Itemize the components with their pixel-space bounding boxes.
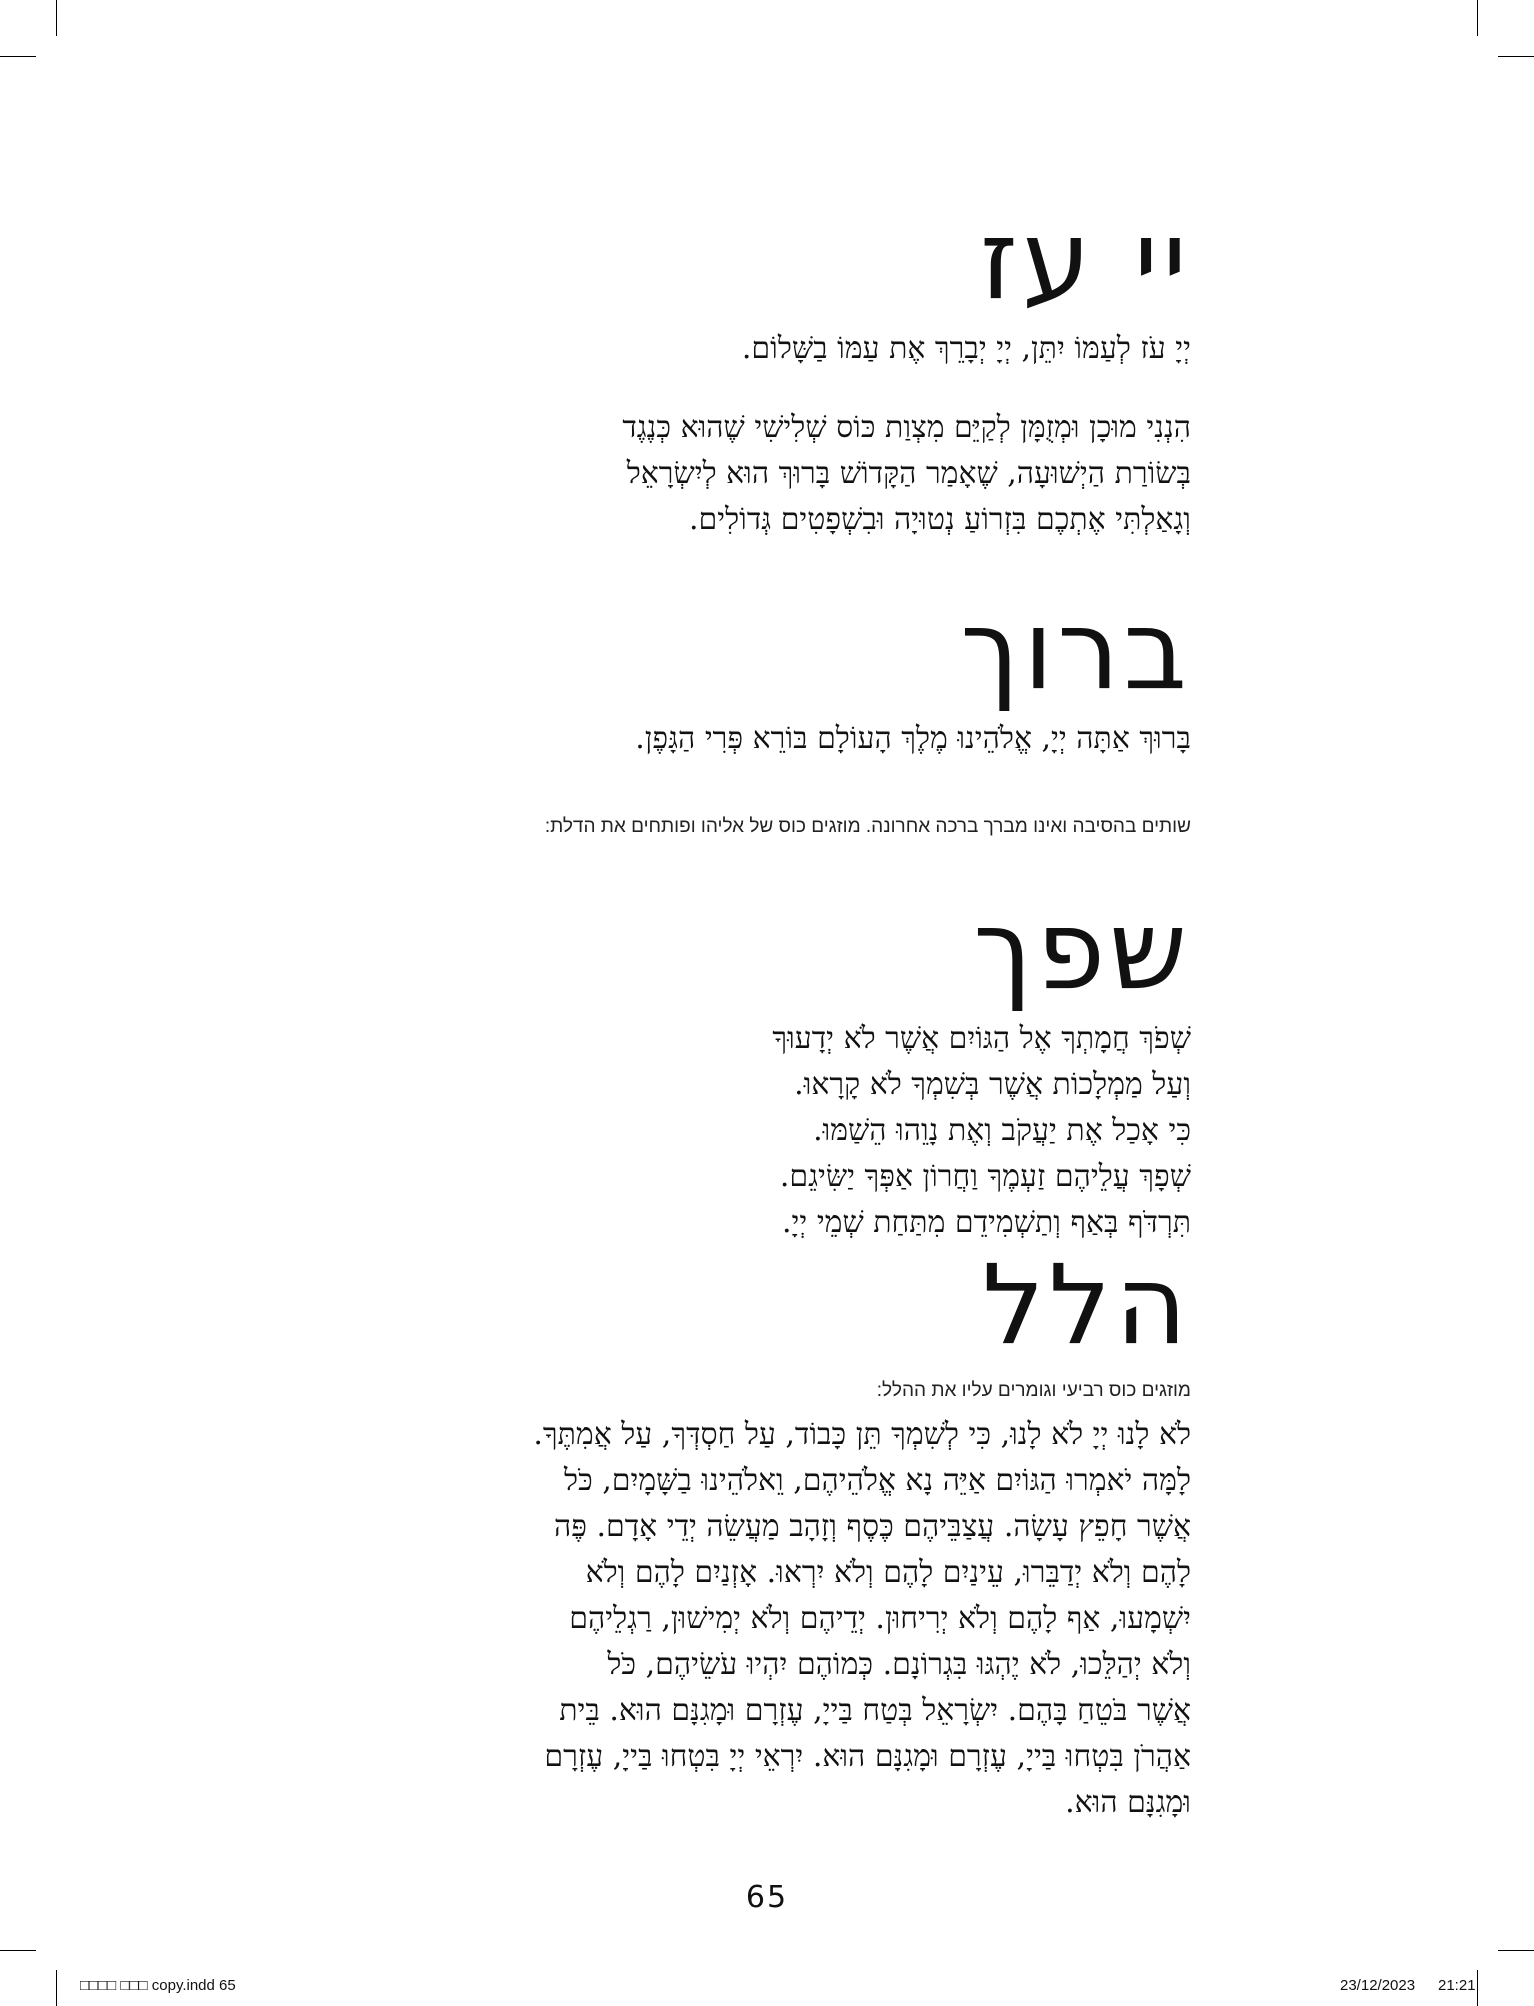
hallel-line: לֹא לָנוּ יְיָ לֹא לָנוּ, כִּי לְשִׁמְךָ תֵּן כָּבוֹד, עַל חַסְדְּךָ, עַל אֲמִתֶּךָ. (533, 1417, 1191, 1452)
instruction-note: שותים בהסיבה ואינו מברך ברכה אחרונה. מוזגים כוס של אליהו ופותחים את הדלת: (544, 816, 1191, 837)
heading-shfoch: שפך (973, 886, 1191, 1014)
baruch-blessing: בָּרוּךְ אַתָּה יְיָ, אֱלֹהֵינוּ מֶלֶךְ הָעוֹלָם בּוֹרֵא פְּרִי הַגָּפֶן. (635, 721, 1191, 756)
file-slug: □□□□ □□□ copy.indd 65 (80, 1977, 236, 1994)
hallel-line: וְלֹא יְהַלֵּכוּ, לֹא יֶהְגּוּ בִּגְרוֹנָם. כְּמוֹהֶם יִהְיוּ עֹשֵׂיהֶם, כֹּל (607, 1647, 1191, 1682)
shfoch-line: תִּרְדֹּף בְּאַף וְתַשְׁמִידֵם מִתַּחַת שְׁמֵי יְיָ. (782, 1205, 1191, 1240)
shfoch-line: שְׁפֹךְ חֲמָתְךָ אֶל הַגּוֹיִם אֲשֶׁר לֹא יְדָעוּךָ (772, 1021, 1191, 1056)
shfoch-line: כִּי אָכַל אֶת יַעֲקֹב וְאֶת נָוֵהוּ הֵשַׁמּוּ. (813, 1113, 1191, 1148)
heading-hallel: הלל (982, 1241, 1191, 1369)
page-number: 65 (745, 1880, 789, 1915)
instruction-note: מוזגים כוס רביעי וגומרים עליו את ההלל: (876, 1380, 1191, 1401)
hallel-paragraph (533, 1412, 1191, 1826)
crop-mark (1498, 1950, 1534, 1951)
heading-baruch: ברוך (960, 586, 1191, 714)
crop-mark (0, 56, 36, 57)
crop-mark (1477, 0, 1478, 36)
hineni-line: בְּשׂוֹרַת הַיְשׁוּעָה, שֶׁאָמַר הַקָּדוֹשׁ בָּרוּךְ הוּא לְיִשְׂרָאֵל (626, 456, 1191, 491)
crop-mark (0, 1950, 36, 1951)
hineni-paragraph (622, 405, 1191, 543)
hineni-line: וְגָאַלְתִּי אֶתְכֶם בִּזְרוֹעַ נְטוּיָה וּבִשְׁפָטִים גְּדוֹלִים. (689, 502, 1191, 537)
hineni-line: הִנְנִי מוּכָן וּמְזֻמָּן לְקַיֵּם מִצְוַת כּוֹס שְׁלִישִׁי שֶׁהוּא כְּנֶגֶד (622, 410, 1191, 445)
shfoch-paragraph (772, 1016, 1191, 1246)
crop-mark (1498, 56, 1534, 57)
hallel-line: אֲשֶׁר חָפֵץ עָשָׂה. עֲצַבֵּיהֶם כֶּסֶף וְזָהָב מַעֲשֵׂה יְדֵי אָדָם. פֶּה (553, 1509, 1191, 1544)
shfoch-line: שְׁפָךְ עֲלֵיהֶם זַעְמֶךָ וַחֲרוֹן אַפְּךָ יַשִּׂיגֵם. (779, 1159, 1191, 1194)
shfoch-line: וְעַל מַמְלָכוֹת אֲשֶׁר בְּשִׁמְךָ לֹא קָרָאוּ. (794, 1067, 1191, 1102)
heading-yaoz: יי עז (979, 196, 1191, 324)
crop-mark (56, 1970, 57, 2006)
hallel-line: אַהֲרֹן בִּטְחוּ בַּייָ, עֶזְרָם וּמָגִנָּם הוּא. יִרְאֵי יְיָ בִּטְחוּ בַּייָ, עֶזְרָם (544, 1739, 1191, 1774)
hallel-line: וּמָגִנָּם הוּא. (1065, 1785, 1191, 1820)
crop-mark (56, 0, 57, 36)
hallel-line: לָהֶם וְלֹא יְדַבֵּרוּ, עֵינַיִם לָהֶם וְלֹא יִרְאוּ. אָזְנַיִם לָהֶם וְלֹא (585, 1555, 1191, 1590)
hallel-line: אֲשֶׁר בֹּטֵחַ בָּהֶם. יִשְׂרָאֵל בְּטַח בַּייָ, עֶזְרָם וּמָגִנָּם הוּא. בֵּית (559, 1693, 1191, 1728)
hallel-line: לָמָּה יֹאמְרוּ הַגּוֹיִם אַיֵּה נָא אֱלֹהֵיהֶם, וֵאלֹהֵינוּ בַשָּׁמָיִם, כֹּל (564, 1463, 1191, 1498)
slug-date: 23/12/2023 (1340, 1977, 1416, 1994)
yaoz-verse: יְיָ עֹז לְעַמּוֹ יִתֵּן, יְיָ יְבָרֵךְ אֶת עַמּוֹ בַשָּׁלוֹם. (741, 331, 1191, 366)
hallel-line: יִשְׁמָעוּ, אַף לָהֶם וְלֹא יְרִיחוּן. יְדֵיהֶם וְלֹא יְמִישׁוּן, רַגְלֵיהֶם (569, 1601, 1191, 1636)
slug-time: 21:21 (1438, 1977, 1476, 1994)
crop-mark (1477, 1970, 1478, 2006)
